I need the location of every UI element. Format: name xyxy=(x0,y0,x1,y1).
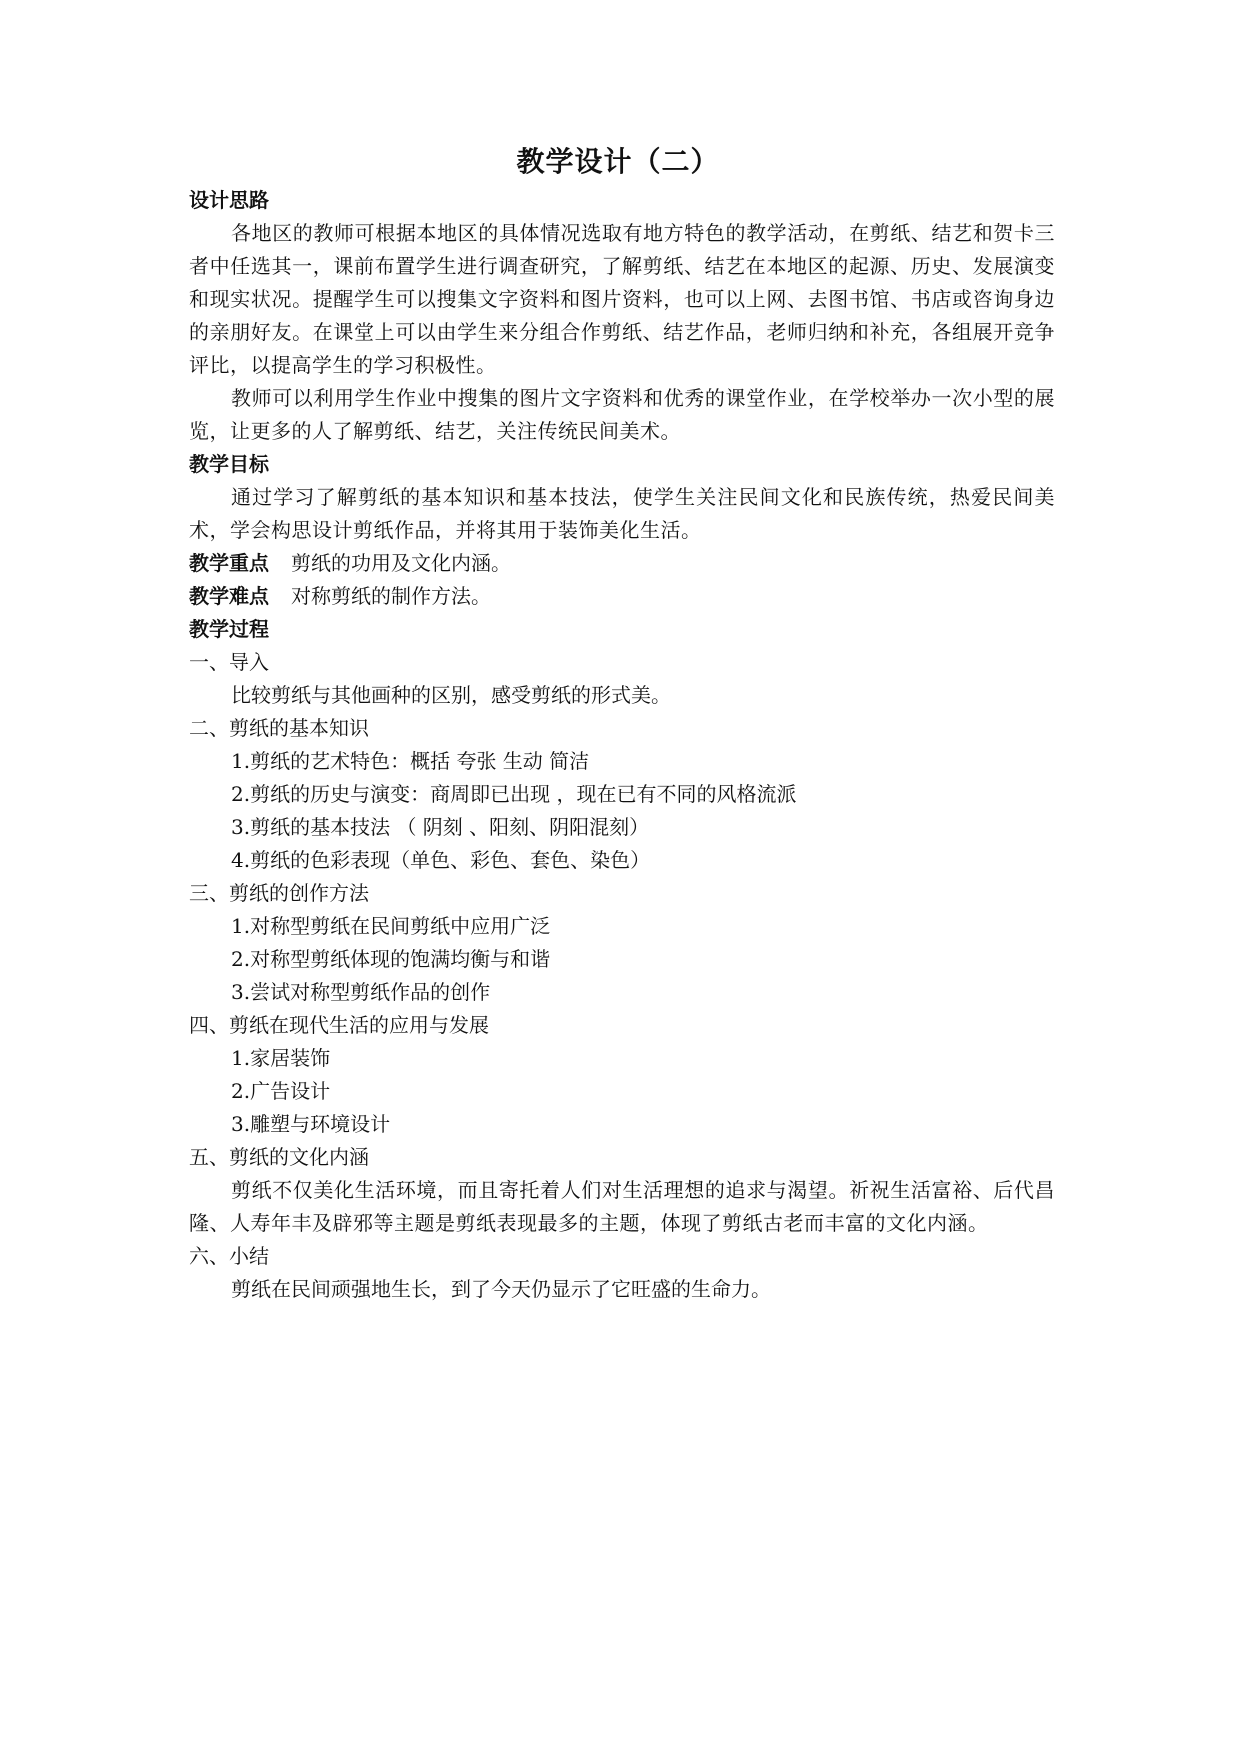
difficulty-text: 对称剪纸的制作方法。 xyxy=(291,584,491,608)
key-point-text: 剪纸的功用及文化内涵。 xyxy=(291,551,511,575)
section-3-title: 三、剪纸的创作方法 xyxy=(189,881,369,905)
section-3-item-3: 3.尝试对称型剪纸作品的创作 xyxy=(231,980,491,1004)
teaching-process-heading: 教学过程 xyxy=(189,617,269,641)
section-2-item-3: 3.剪纸的基本技法 （ 阴刻 、阳刻、阴阳混刻） xyxy=(231,815,650,839)
difficulty-label: 教学难点 xyxy=(189,584,269,608)
key-point-row xyxy=(189,547,1055,580)
section-6-title: 六、小结 xyxy=(189,1244,269,1268)
document-page xyxy=(189,140,1055,1306)
section-3-item-2: 2.对称型剪纸体现的饱满均衡与和谐 xyxy=(231,947,551,971)
section-1-text: 比较剪纸与其他画种的区别，感受剪纸的形式美。 xyxy=(231,683,671,707)
section-2-item-4: 4.剪纸的色彩表现（单色、彩色、套色、染色） xyxy=(231,848,651,872)
section-5-text: 剪纸不仅美化生活环境，而且寄托着人们对生活理想的追求与渴望。祈祝生活富裕、后代昌隆、人寿年丰及辟邪等主题是剪纸表现最多的主题，体现了剪纸古老而丰富的文化内涵。 xyxy=(189,1178,1055,1235)
section-4-item-3: 3.雕塑与环境设计 xyxy=(231,1112,391,1136)
design-idea-paragraph-2: 教师可以利用学生作业中搜集的图片文字资料和优秀的课堂作业，在学校举办一次小型的展览，让更多的人了解剪纸、结艺，关注传统民间美术。 xyxy=(189,386,1055,443)
section-2-item-2: 2.剪纸的历史与演变：商周即已出现 ，现在已有不同的风格流派 xyxy=(231,782,797,806)
section-2-title: 二、剪纸的基本知识 xyxy=(189,716,369,740)
design-idea-heading: 设计思路 xyxy=(189,188,269,212)
design-idea-paragraph-1: 各地区的教师可根据本地区的具体情况选取有地方特色的教学活动，在剪纸、结艺和贺卡三者中任选其一，课前布置学生进行调查研究，了解剪纸、结艺在本地区的起源、历史、发展演变和现实状况。提醒学生可以搜集文字资料和图片资料，也可以上网、去图书馆、书店或咨询身边的亲朋好友。在课堂上可以由学生来分组合作剪纸、结艺作品，老师归纳和补充，各组展开竞争评比，以提高学生的学习积极性。 xyxy=(189,221,1055,377)
section-4-title: 四、剪纸在现代生活的应用与发展 xyxy=(189,1013,489,1037)
section-2-item-1: 1.剪纸的艺术特色：概括 夸张 生动 简洁 xyxy=(231,749,590,773)
section-4-item-1: 1.家居装饰 xyxy=(231,1046,331,1070)
teaching-goals-heading: 教学目标 xyxy=(189,452,269,476)
section-5-title: 五、剪纸的文化内涵 xyxy=(189,1145,369,1169)
key-point-label: 教学重点 xyxy=(189,551,269,575)
section-6-text: 剪纸在民间顽强地生长，到了今天仍显示了它旺盛的生命力。 xyxy=(231,1277,771,1301)
teaching-goals-text: 通过学习了解剪纸的基本知识和基本技法，使学生关注民间文化和民族传统，热爱民间美术，学会构思设计剪纸作品，并将其用于装饰美化生活。 xyxy=(189,485,1055,542)
section-4-item-2: 2.广告设计 xyxy=(231,1079,331,1103)
difficulty-row xyxy=(189,580,1055,613)
section-1-title: 一、导入 xyxy=(189,650,269,674)
section-3-item-1: 1.对称型剪纸在民间剪纸中应用广泛 xyxy=(231,914,551,938)
document-title: 教学设计（二） xyxy=(516,145,720,178)
